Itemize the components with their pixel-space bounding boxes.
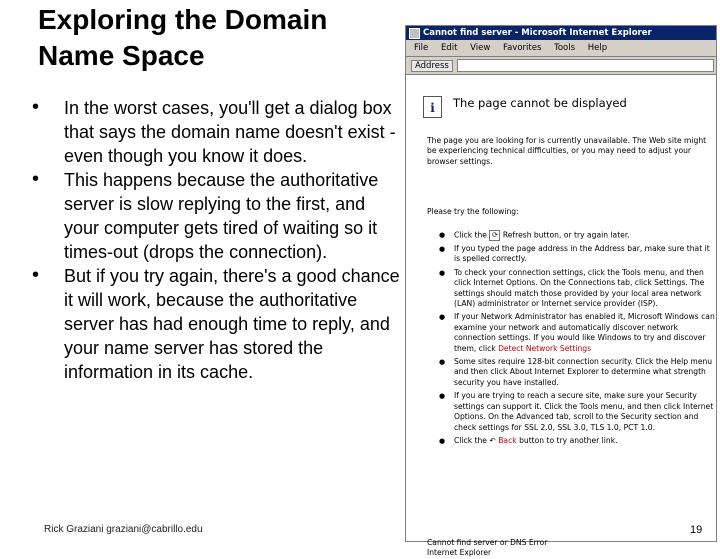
list-bullet: ●	[439, 313, 446, 322]
list-bullet: ●	[439, 392, 446, 401]
menu-help[interactable]: Help	[587, 43, 608, 53]
bullet-dot: •	[32, 264, 40, 286]
menu-view[interactable]: View	[470, 43, 491, 53]
error-heading: The page cannot be displayed	[453, 96, 627, 110]
back-arrow-icon[interactable]: ↶	[489, 435, 496, 445]
ie-app-icon	[409, 28, 420, 39]
list-item: ● Click the ↶ Back button to try another link.	[439, 435, 618, 445]
error-status	[427, 538, 712, 559]
info-icon: i	[423, 96, 442, 118]
status-line-1: Cannot find server or DNS Error	[427, 538, 548, 547]
title-line-1: Exploring the Domain	[38, 4, 328, 35]
list-item: ● If your Network Administrator has enabled it, Microsoft Windows can examine your network and automatically discover network connection settings. If you would like Windows to try and discover them, click Detect Network Settings	[439, 312, 715, 353]
try-following: Please try the following:	[427, 207, 519, 216]
menu-favorites[interactable]: Favorites	[502, 43, 542, 53]
address-label: Address	[411, 60, 453, 72]
bullet-item: • This happens because the authoritative server is slow replying to the first, and your computer gets tired of waiting so it times-out (drops the connection).	[32, 168, 379, 262]
window-title: Cannot find server - Microsoft Internet Explorer	[423, 28, 652, 38]
refresh-icon[interactable]: ⟳	[489, 230, 500, 241]
menu-edit[interactable]: Edit	[440, 43, 458, 53]
suggestion-list	[427, 230, 715, 449]
back-link[interactable]: Back	[498, 435, 517, 445]
list-item: ● If you are trying to reach a secure site, make sure your Security settings can support it. Click the Tools menu, and then click Internet Options. On the Advanced tab, scroll to the Security section and check settings for SSL 2.0, SSL 3.0, TLS 1.0, PCT 1.0.	[439, 391, 714, 432]
browser-titlebar	[406, 26, 716, 40]
footer-credit: Rick Graziani graziani@cabrillo.edu	[44, 524, 203, 535]
menu-bar	[406, 40, 716, 57]
page-content	[406, 76, 716, 558]
list-bullet: ●	[439, 231, 446, 239]
address-input[interactable]	[457, 59, 714, 72]
menu-file[interactable]: File	[414, 43, 429, 53]
list-item: ● Some sites require 128-bit connection security. Click the Help menu and then click About Internet Explorer to determine what strength security you have installed.	[439, 357, 713, 387]
menu-tools[interactable]: Tools	[554, 43, 576, 53]
list-item: ● Click the ⟳ Refresh button, or try again later.	[439, 230, 630, 240]
browser-window	[405, 25, 717, 558]
bullet-item: • In the worst cases, you'll get a dialog box that says the domain name doesn't exist - even though you know it does.	[32, 96, 396, 166]
list-bullet: ●	[439, 268, 446, 277]
title-line-2: Name Space	[38, 40, 205, 71]
detect-settings-link[interactable]: Detect Network Settings	[498, 343, 592, 353]
bullet-list	[30, 96, 400, 384]
list-bullet: ●	[439, 358, 446, 367]
bullet-dot: •	[32, 168, 40, 190]
list-bullet: ●	[439, 245, 446, 253]
page-number: 19	[690, 524, 703, 536]
list-item: ● To check your connection settings, click the Tools menu, and then click Internet Options. On the Connections tab, click Settings. The settings should match those provided by your local area network (LAN) administrator or Internet service provider (ISP).	[439, 267, 705, 309]
list-bullet: ●	[439, 436, 446, 445]
slide-title	[38, 2, 378, 74]
list-item: ● If you typed the page address in the Address bar, make sure that it is spelled correctly.	[439, 244, 710, 264]
bullet-item: • But if you try again, there's a good chance it will work, because the authoritative server has had enough time to reply, and your name server has stored the information in its cache.	[32, 264, 400, 382]
address-bar	[406, 57, 716, 75]
bullet-dot: •	[32, 96, 40, 118]
error-intro: The page you are looking for is currently unavailable. The Web site might be experiencing technical difficulties, or you may need to adjust your browser settings.	[427, 136, 707, 166]
status-line-2: Internet Explorer	[427, 548, 492, 558]
